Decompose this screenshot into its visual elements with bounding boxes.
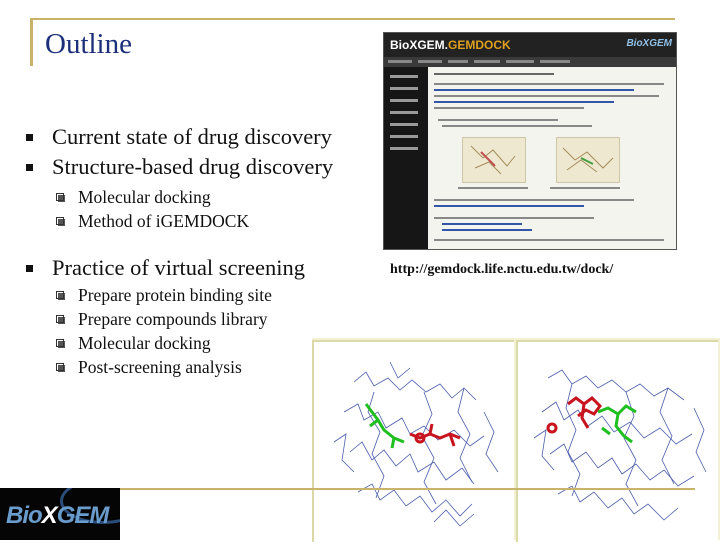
sub-bullet-item bbox=[22, 185, 362, 209]
frame-bottom-line bbox=[35, 488, 695, 490]
logo-text: BioXGEM bbox=[6, 502, 109, 529]
hollow-square-bullet-icon bbox=[56, 363, 64, 371]
frame-top-line bbox=[30, 18, 675, 20]
hollow-square-bullet-icon bbox=[56, 315, 64, 323]
sub-bullet-item bbox=[22, 355, 362, 379]
sub-bullet-text: Prepare protein binding site bbox=[78, 285, 272, 305]
bullet-text: Practice of virtual screening bbox=[52, 255, 306, 280]
website-thumbnail bbox=[462, 137, 526, 183]
hollow-square-bullet-icon bbox=[56, 193, 64, 201]
sub-bullet-item bbox=[22, 209, 362, 233]
website-thumbnail bbox=[556, 137, 620, 183]
hollow-square-bullet-icon bbox=[56, 291, 64, 299]
website-logo: BioXGEM.GEMDOCK bbox=[390, 38, 511, 52]
bullet-text: Current state of drug discovery bbox=[52, 124, 332, 149]
website-content bbox=[428, 67, 676, 249]
sub-bullet-text: Post-screening analysis bbox=[78, 357, 242, 377]
frame-left-line bbox=[30, 18, 33, 66]
hollow-square-bullet-icon bbox=[56, 217, 64, 225]
bullet-list bbox=[22, 122, 362, 379]
bullet-item bbox=[22, 122, 362, 152]
bullet-text: Structure-based drug discovery bbox=[52, 154, 334, 179]
sub-bullet-item bbox=[22, 283, 362, 307]
website-screenshot bbox=[383, 32, 677, 250]
website-sidebar bbox=[384, 67, 428, 249]
slide-title: Outline bbox=[45, 28, 132, 60]
bioxgem-logo bbox=[0, 488, 120, 540]
sub-bullet-text: Molecular docking bbox=[78, 187, 211, 207]
square-bullet-icon bbox=[26, 134, 33, 141]
bullet-item bbox=[22, 152, 362, 182]
sub-bullet-item bbox=[22, 307, 362, 331]
sub-bullet-text: Method of iGEMDOCK bbox=[78, 211, 250, 231]
sub-bullet-text: Molecular docking bbox=[78, 333, 211, 353]
website-nav-bar bbox=[384, 57, 676, 67]
docked-molecule-image-right bbox=[516, 340, 718, 542]
website-logo-right: BioXGEM bbox=[626, 38, 672, 49]
square-bullet-icon bbox=[26, 164, 33, 171]
docked-molecule-image-left bbox=[312, 340, 514, 542]
gemdock-url-link[interactable]: http://gemdock.life.nctu.edu.tw/dock/ bbox=[390, 262, 614, 277]
sub-bullet-item bbox=[22, 331, 362, 355]
hollow-square-bullet-icon bbox=[56, 339, 64, 347]
square-bullet-icon bbox=[26, 265, 33, 272]
sub-bullet-text: Prepare compounds library bbox=[78, 309, 268, 329]
bullet-item bbox=[22, 253, 362, 283]
website-header bbox=[384, 33, 676, 57]
